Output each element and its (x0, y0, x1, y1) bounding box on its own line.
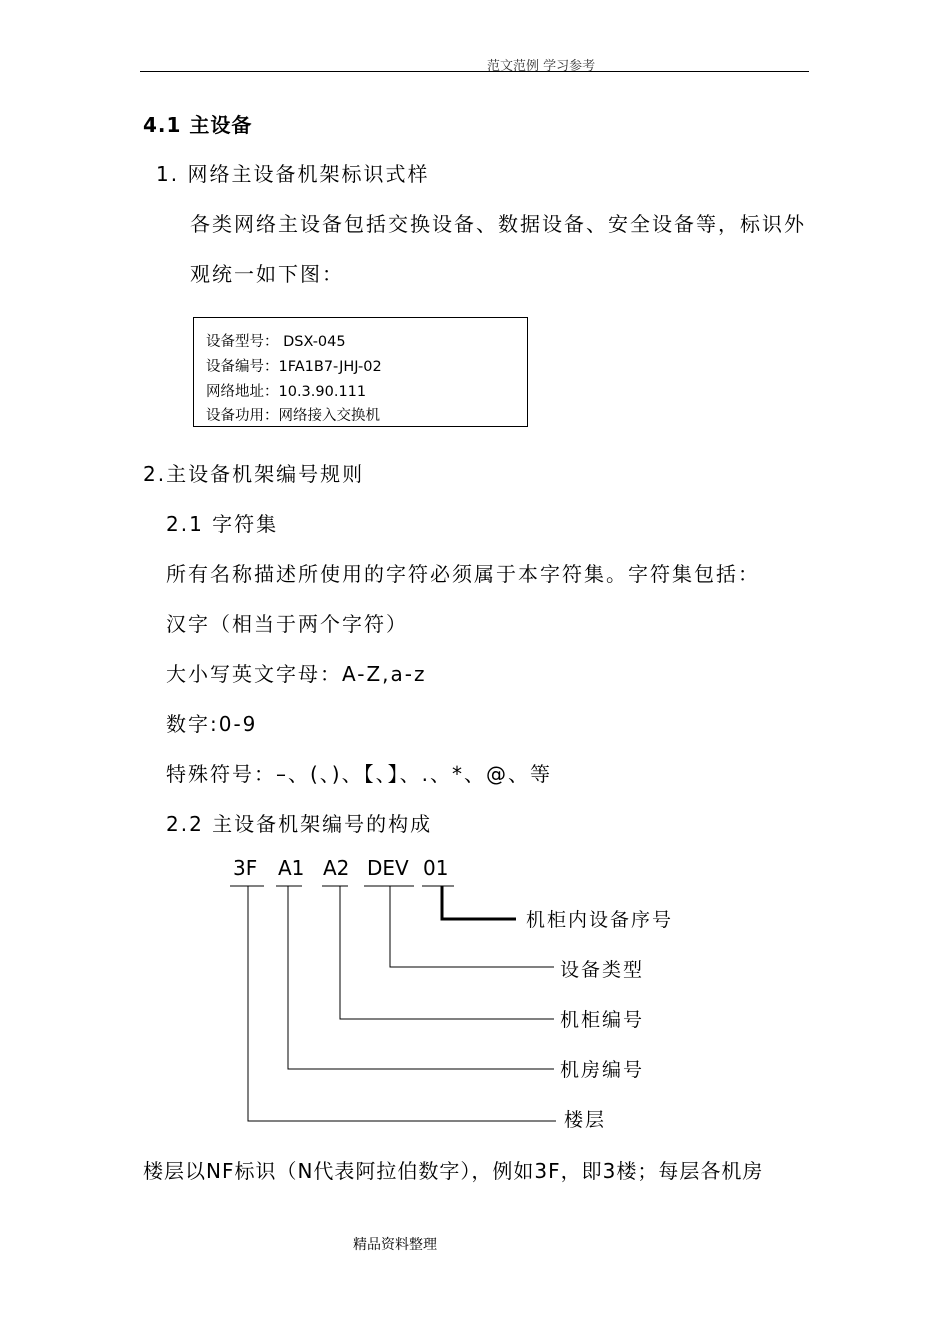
label-room: 机房编号 (560, 1059, 645, 1081)
item2-heading: 2.主设备机架编号规则 (143, 462, 365, 486)
page-footer: 精品资料整理 (353, 1237, 437, 1253)
item1-desc-line2: 观统一如下图： (190, 262, 344, 286)
floor-rule-text: 楼层以NF标识（N代表阿拉伯数字），例如3F，即3楼；每层各机房 (143, 1159, 764, 1183)
charset-chinese: 汉字（相当于两个字符） (166, 612, 408, 636)
code-room: A1 (278, 856, 305, 880)
connector-room (288, 886, 554, 1069)
charset-digits: 数字:0-9 (166, 712, 258, 736)
item1-heading: 1. 网络主设备机架标识式样 (156, 162, 430, 186)
code-seq: 01 (423, 856, 449, 880)
charset-letters: 大小写英文字母：A-Z,a-z (166, 662, 427, 686)
page-header: 范文范例 学习参考 (487, 59, 596, 74)
label-type: 设备类型 (560, 959, 645, 981)
label-line-function: 设备功用：网络接入交换机 (206, 408, 380, 424)
item1-desc-line1: 各类网络主设备包括交换设备、数据设备、安全设备等，标识外 (190, 212, 806, 236)
label-cabinet: 机柜编号 (560, 1009, 645, 1031)
connector-seq (442, 886, 516, 919)
label-seq: 机柜内设备序号 (526, 909, 674, 931)
section-title: 4.1 主设备 (143, 113, 253, 137)
charset-symbols: 特殊符号：–、(、)、【、】、.、*、@、等 (166, 762, 552, 786)
charset-intro: 所有名称描述所使用的字符必须属于本字符集。字符集包括： (166, 562, 760, 586)
label-line-id: 设备编号：1FA1B7-JHJ-02 (206, 359, 382, 375)
code-type: DEV (367, 856, 409, 880)
label-floor: 楼层 (564, 1109, 607, 1131)
label-line-address: 网络地址：10.3.90.111 (206, 384, 367, 400)
code-floor: 3F (233, 856, 258, 880)
code-cabinet: A2 (323, 856, 350, 880)
label-line-model: 设备型号： DSX-045 (206, 334, 346, 350)
subsection-composition: 2.2 主设备机架编号的构成 (166, 812, 433, 836)
connector-floor (248, 886, 556, 1121)
connector-cabinet (340, 886, 554, 1019)
subsection-charset: 2.1 字符集 (166, 512, 279, 536)
